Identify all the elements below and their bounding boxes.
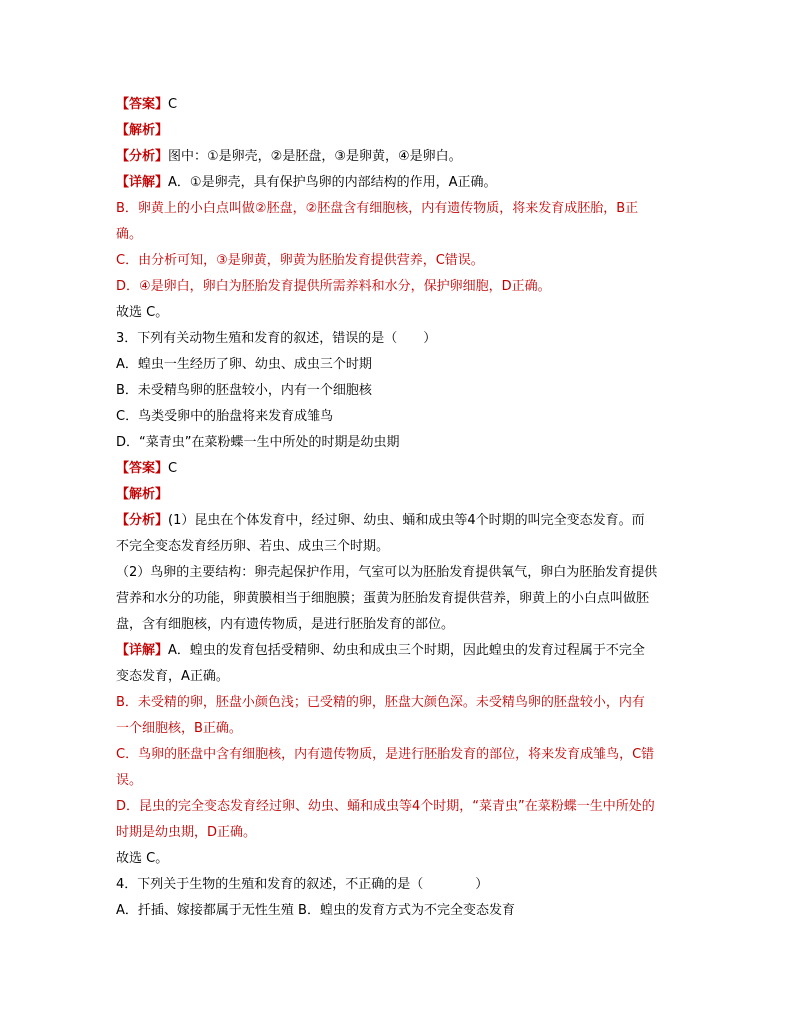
line-text: 故选 C。: [116, 305, 169, 320]
text-line: [116, 430, 682, 456]
text-line: [116, 456, 682, 482]
text-line: [116, 794, 682, 820]
line-text: 盘，含有细胞核，内有遗传物质，是进行胚胎发育的部位。: [116, 617, 455, 632]
text-line: [116, 586, 682, 612]
line-text: C: [168, 97, 178, 112]
text-line: [116, 170, 682, 196]
line-text: 变态发育，A正确。: [116, 669, 229, 684]
line-text: (1）昆虫在个体发育中，经过卵、幼虫、蛹和成虫等4个时期的叫完全变态发育。而: [168, 513, 645, 528]
text-line: [116, 274, 682, 300]
section-tag: 【详解】: [116, 175, 169, 190]
text-line: [116, 248, 682, 274]
text-line: [116, 872, 682, 898]
line-text: 误。: [116, 773, 143, 788]
section-tag: 【详解】: [116, 643, 169, 658]
text-line: [116, 846, 682, 872]
line-text: C．鸟类受卵中的胎盘将来发育成雏鸟: [116, 409, 334, 424]
section-tag: 【解析】: [116, 123, 169, 138]
line-text: B．未受精鸟卵的胚盘较小，内有一个细胞核: [116, 383, 372, 398]
line-text: C: [168, 461, 178, 476]
text-line: [116, 118, 682, 144]
line-text: C．由分析可知，③是卵黄，卵黄为胚胎发育提供营养，C错误。: [116, 253, 484, 268]
text-line: [116, 300, 682, 326]
section-tag: 【答案】: [116, 461, 169, 476]
line-text: A．①是卵壳，具有保护鸟卵的内部结构的作用，A正确。: [168, 175, 497, 190]
line-text: B．卵黄上的小白点叫做②胚盘，②胚盘含有细胞核，内有遗传物质，将来发育成胚胎，B正: [116, 201, 639, 216]
text-line: [116, 768, 682, 794]
text-line: [116, 508, 682, 534]
section-tag: 【答案】: [116, 97, 169, 112]
text-line: [116, 898, 682, 924]
line-text: 确。: [116, 227, 143, 242]
text-line: [116, 404, 682, 430]
line-text: A．蝗虫一生经历了卵、幼虫、成虫三个时期: [116, 357, 372, 372]
line-text: C．鸟卵的胚盘中含有细胞核，内有遗传物质，是进行胚胎发育的部位，将来发育成雏鸟，C错: [116, 747, 655, 762]
line-text: A．蝗虫的发育包括受精卵、幼虫和成虫三个时期，因此蝗虫的发育过程属于不完全: [168, 643, 645, 658]
text-line: [116, 92, 682, 118]
text-line: [116, 326, 682, 352]
document-body: [116, 92, 682, 924]
text-line: [116, 664, 682, 690]
line-text: D．昆虫的完全变态发育经过卵、幼虫、蛹和成虫等4个时期，“菜青虫”在菜粉蝶一生中所处的: [116, 799, 655, 814]
line-text: 一个细胞核，B正确。: [116, 721, 242, 736]
section-tag: 【分析】: [116, 513, 169, 528]
line-text: B．未受精的卵，胚盘小颜色浅；已受精的卵，胚盘大颜色深。未受精鸟卵的胚盘较小，内有: [116, 695, 645, 710]
text-line: [116, 144, 682, 170]
text-line: [116, 534, 682, 560]
section-tag: 【分析】: [116, 149, 169, 164]
line-text: 图中：①是卵壳，②是胚盘，③是卵黄，④是卵白。: [168, 149, 462, 164]
text-line: [116, 352, 682, 378]
text-line: [116, 638, 682, 664]
text-line: [116, 716, 682, 742]
text-line: [116, 482, 682, 508]
line-text: 4．下列关于生物的生殖和发育的叙述，不正确的是（ ）: [116, 877, 489, 892]
text-line: [116, 820, 682, 846]
line-text: 3．下列有关动物生殖和发育的叙述，错误的是（ ）: [116, 331, 437, 346]
line-text: 营养和水分的功能，卵黄膜相当于细胞膜；蛋黄为胚胎发育提供营养，卵黄上的小白点叫做胚: [116, 591, 650, 606]
line-text: 故选 C。: [116, 851, 169, 866]
text-line: [116, 222, 682, 248]
text-line: [116, 378, 682, 404]
line-text: D．“菜青虫”在菜粉蝶一生中所处的时期是幼虫期: [116, 435, 400, 450]
line-text: D．④是卵白，卵白为胚胎发育提供所需养料和水分，保护卵细胞，D正确。: [116, 279, 551, 294]
line-text: （2）鸟卵的主要结构：卵壳起保护作用，气室可以为胚胎发育提供氧气，卵白为胚胎发育提供: [116, 565, 658, 580]
line-text: A．扦插、嫁接都属于无性生殖 B．蝗虫的发育方式为不完全变态发育: [116, 903, 515, 918]
text-line: [116, 612, 682, 638]
text-line: [116, 742, 682, 768]
text-line: [116, 196, 682, 222]
line-text: 不完全变态发育经历卵、若虫、成虫三个时期。: [116, 539, 390, 554]
line-text: 时期是幼虫期，D正确。: [116, 825, 257, 840]
text-line: [116, 690, 682, 716]
section-tag: 【解析】: [116, 487, 169, 502]
text-line: [116, 560, 682, 586]
